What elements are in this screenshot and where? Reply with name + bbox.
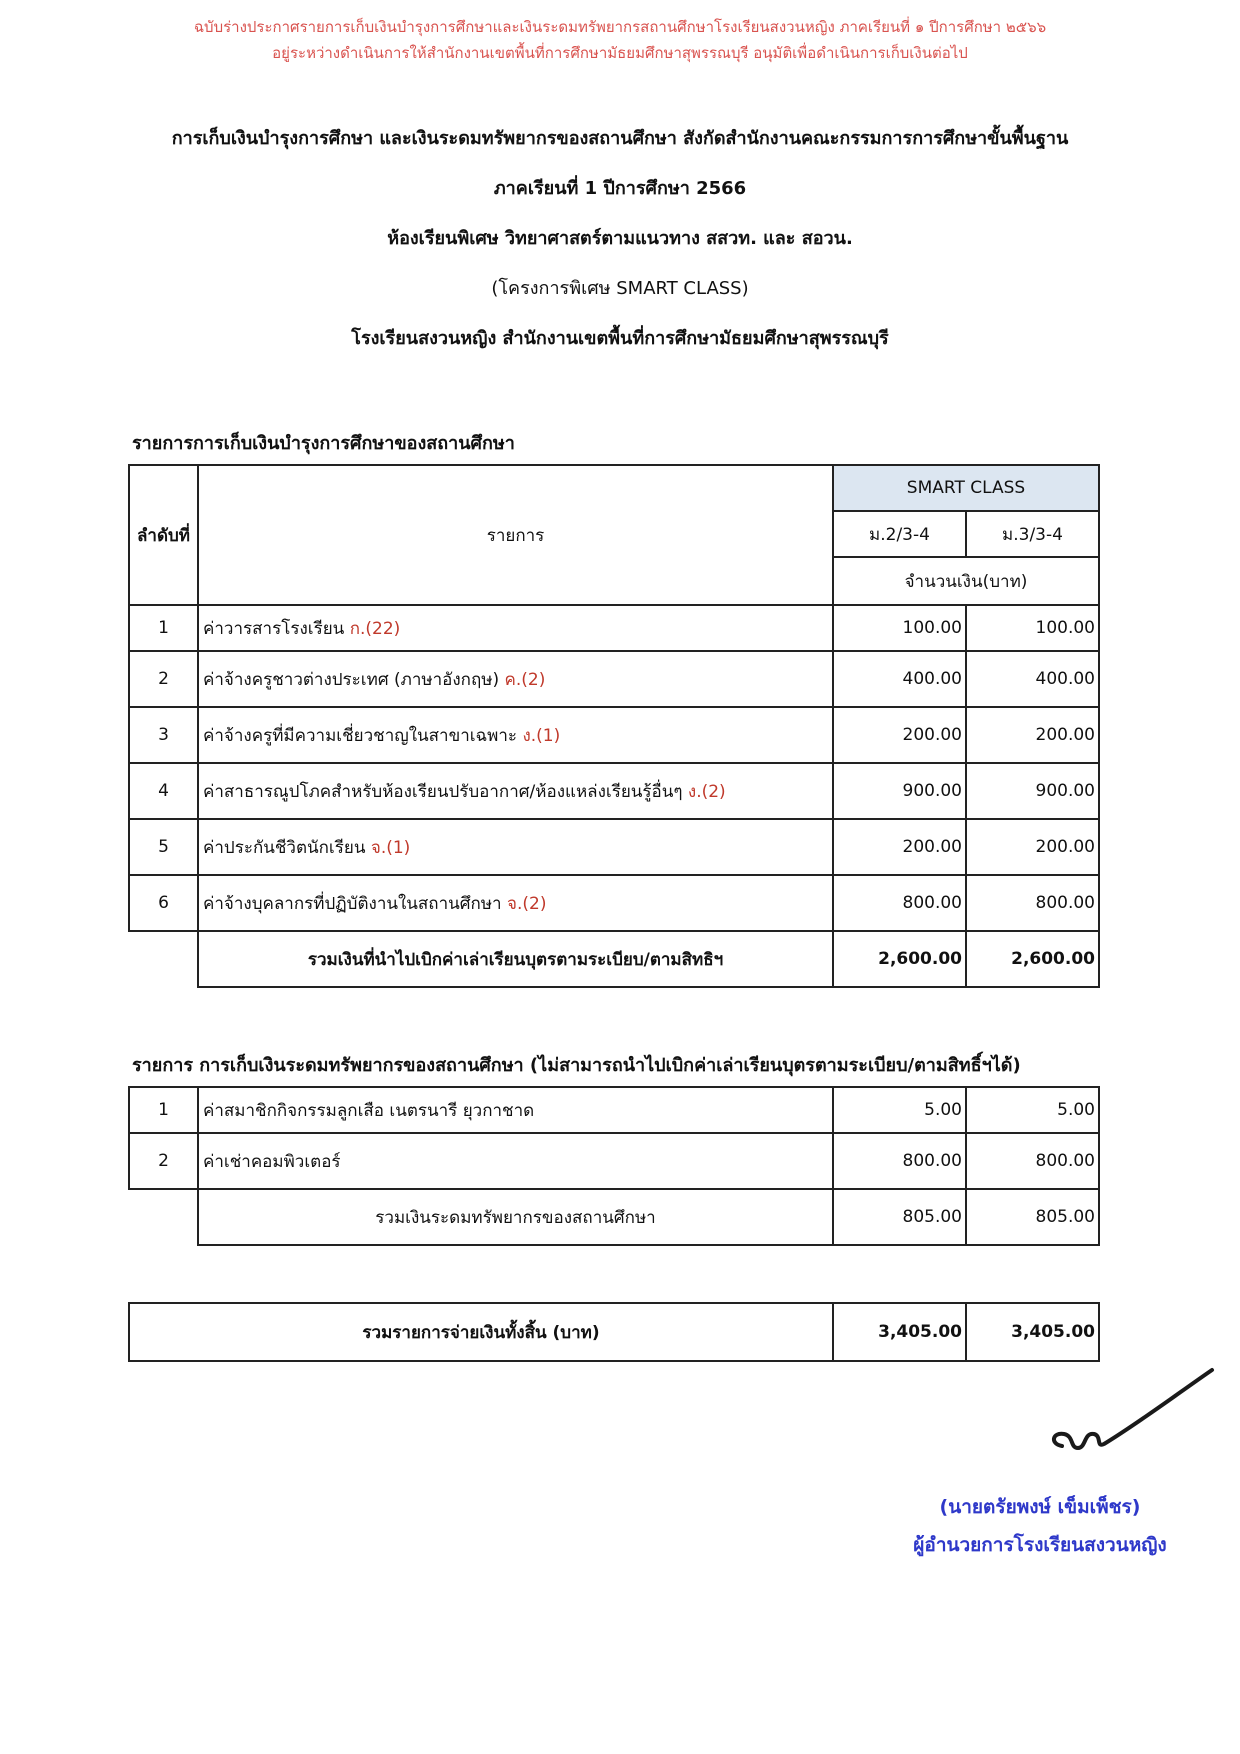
grand-total-row: [129, 1303, 1099, 1361]
header-no: ลำดับที่: [129, 465, 198, 605]
fee-table: [128, 464, 1100, 988]
row-amount-b: 100.00: [966, 605, 1099, 651]
signature-block: [880, 1488, 1200, 1564]
row-code: ค.(2): [504, 669, 546, 690]
row-amount-b: 800.00: [966, 1133, 1099, 1189]
row-amount-b: 200.00: [966, 707, 1099, 763]
row-item: ค่าเช่าคอมพิวเตอร์: [198, 1133, 833, 1189]
row-no: 3: [129, 707, 198, 763]
row-amount-a: 800.00: [833, 875, 966, 931]
row-amount-b: 800.00: [966, 875, 1099, 931]
title-line-1: การเก็บเงินบำรุงการศึกษา และเงินระดมทรัพยากรของสถานศึกษา สังกัดสำนักงานคณะกรรมการการศึกษาขั้นพื้นฐาน: [171, 128, 1069, 149]
row-amount-a: 400.00: [833, 651, 966, 707]
row-code: จ.(1): [370, 837, 411, 858]
row-amount-b: 5.00: [966, 1087, 1099, 1133]
row-amount-a: 900.00: [833, 763, 966, 819]
row-no: 2: [129, 1133, 198, 1189]
total-label: รวมเงินที่นำไปเบิกค่าเล่าเรียนบุตรตามระเบียบ/ตามสิทธิฯ: [198, 931, 833, 987]
section-2-label: รายการ การเก็บเงินระดมทรัพยากรของสถานศึกษา (ไม่สามารถนำไปเบิกค่าเล่าเรียนบุตรตามระเบียบ/ตามสิทธิ์ฯได้): [132, 1055, 1021, 1076]
grand-total-amount-a: 3,405.00: [833, 1303, 966, 1361]
signer-position: ผู้อำนวยการโรงเรียนสงวนหญิง: [913, 1534, 1167, 1556]
table-row: [129, 1087, 1099, 1133]
row-amount-b: 400.00: [966, 651, 1099, 707]
title-line-5: โรงเรียนสงวนหญิง สำนักงานเขตพื้นที่การศึกษามัธยมศึกษาสุพรรณบุรี: [351, 328, 889, 349]
total-amount-a: 2,600.00: [833, 931, 966, 987]
header-col-a: ม.2/3-4: [833, 511, 966, 557]
total-amount-b: 805.00: [966, 1189, 1099, 1245]
row-amount-a: 5.00: [833, 1087, 966, 1133]
row-code: ก.(22): [349, 618, 401, 639]
signer-name: (นายตรัยพงษ์ เข็มเพ็ชร): [939, 1496, 1141, 1518]
grand-total-table: [128, 1302, 1100, 1362]
section-1-label: รายการการเก็บเงินบำรุงการศึกษาของสถานศึกษา: [132, 433, 515, 454]
total-row: [129, 931, 1099, 987]
row-no: 2: [129, 651, 198, 707]
table-row: [129, 651, 1099, 707]
header-smart-class: SMART CLASS: [833, 465, 1099, 511]
row-amount-a: 200.00: [833, 707, 966, 763]
row-code: จ.(2): [507, 893, 547, 914]
resource-table: [128, 1086, 1100, 1246]
total-amount-b: 2,600.00: [966, 931, 1099, 987]
signature-mark: [1040, 1352, 1220, 1462]
row-no: 5: [129, 819, 198, 875]
row-amount-a: 200.00: [833, 819, 966, 875]
table-row: [129, 605, 1099, 651]
row-code: ง.(1): [522, 725, 561, 746]
table-row: [129, 763, 1099, 819]
row-no: 6: [129, 875, 198, 931]
table-row: [129, 875, 1099, 931]
row-item: ค่าสมาชิกกิจกรรมลูกเสือ เนตรนารี ยุวกาชาด: [198, 1087, 833, 1133]
title-line-3: ห้องเรียนพิเศษ วิทยาศาสตร์ตามแนวทาง สสวท. และ สอวน.: [387, 228, 853, 249]
row-no: 1: [129, 605, 198, 651]
row-item: ค่าวารสารโรงเรียน ก.(22): [198, 605, 833, 651]
row-no: 4: [129, 763, 198, 819]
total-amount-a: 805.00: [833, 1189, 966, 1245]
grand-total-label: รวมรายการจ่ายเงินทั้งสิ้น (บาท): [129, 1303, 833, 1361]
draft-notice-line-2: อยู่ระหว่างดำเนินการให้สำนักงานเขตพื้นที่การศึกษามัธยมศึกษาสุพรรณบุรี อนุมัติเพื่อดำเนินการเก็บเงินต่อไป: [272, 44, 968, 62]
draft-notice-line-1: ฉบับร่างประกาศรายการเก็บเงินบำรุงการศึกษาและเงินระดมทรัพยากรสถานศึกษาโรงเรียนสงวนหญิง ภาคเรียนที่ ๑ ปีการศึกษา ๒๕๖๖: [193, 18, 1047, 36]
row-item: ค่าจ้างบุคลากรที่ปฏิบัติงานในสถานศึกษา จ.(2): [198, 875, 833, 931]
total-row: [129, 1189, 1099, 1245]
row-amount-a: 800.00: [833, 1133, 966, 1189]
draft-notice: [0, 14, 1240, 66]
row-code: ง.(2): [687, 781, 726, 802]
row-amount-b: 900.00: [966, 763, 1099, 819]
header-col-b: ม.3/3-4: [966, 511, 1099, 557]
row-amount-b: 200.00: [966, 819, 1099, 875]
row-item: ค่าประกันชีวิตนักเรียน จ.(1): [198, 819, 833, 875]
header-amount: จำนวนเงิน(บาท): [833, 557, 1099, 605]
table-row: [129, 707, 1099, 763]
header-item: รายการ: [198, 465, 833, 605]
row-item: ค่าจ้างครูที่มีความเชี่ยวชาญในสาขาเฉพาะ ง.(1): [198, 707, 833, 763]
table-row: [129, 1133, 1099, 1189]
title-line-2: ภาคเรียนที่ 1 ปีการศึกษา 2566: [493, 178, 747, 199]
document-title-block: [0, 124, 1240, 374]
row-amount-a: 100.00: [833, 605, 966, 651]
table-row: [129, 819, 1099, 875]
row-item: ค่าสาธารณูปโภคสำหรับห้องเรียนปรับอากาศ/ห้องแหล่งเรียนรู้อื่นๆ ง.(2): [198, 763, 833, 819]
row-no: 1: [129, 1087, 198, 1133]
grand-total-amount-b: 3,405.00: [966, 1303, 1099, 1361]
total-label: รวมเงินระดมทรัพยากรของสถานศึกษา: [198, 1189, 833, 1245]
title-line-4: (โครงการพิเศษ SMART CLASS): [491, 278, 749, 299]
row-item: ค่าจ้างครูชาวต่างประเทศ (ภาษาอังกฤษ) ค.(2): [198, 651, 833, 707]
